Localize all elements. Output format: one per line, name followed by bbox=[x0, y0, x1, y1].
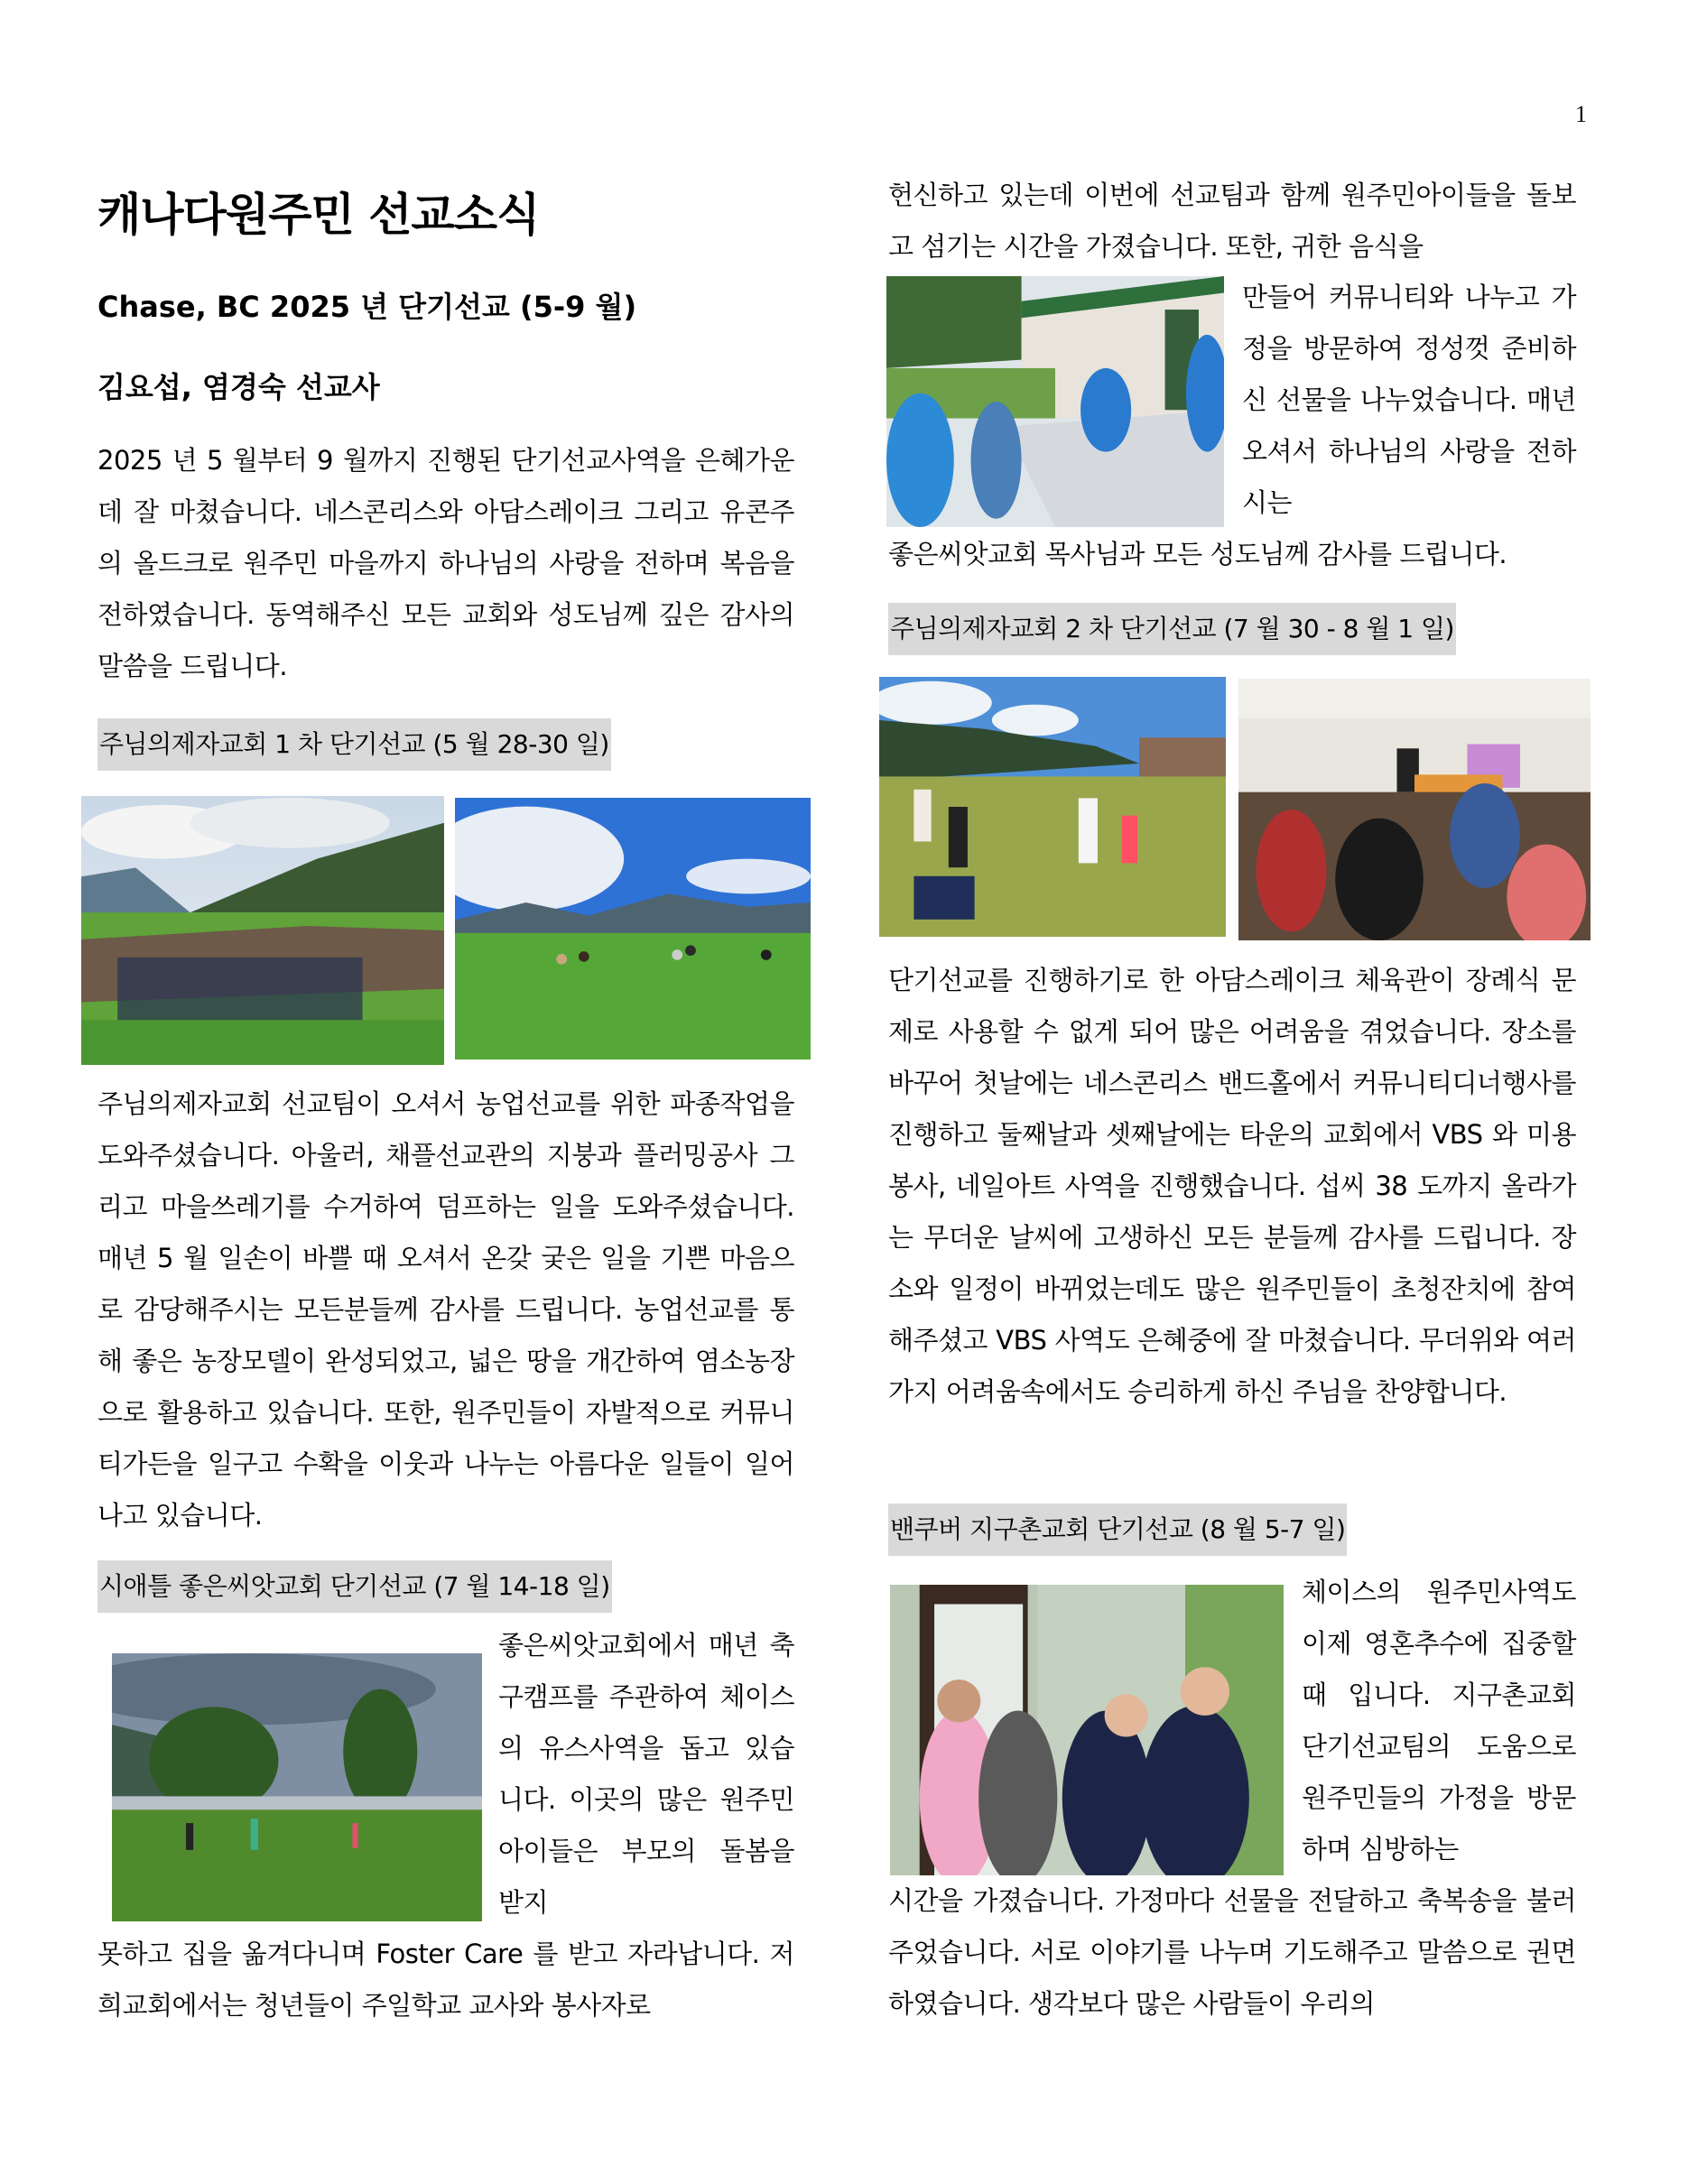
section-4-wrap-text: 체이스의 원주민사역도 이제 영혼추수에 집중할 때 입니다. 지구촌교회 단기선교팀의 도움으로 원주민들의 가정을 방문하며 심방하는 bbox=[1302, 1577, 1576, 1865]
section-2-text-after-right: 좋은씨앗교회 목사님과 모든 성도님께 감사를 드립니다. bbox=[888, 539, 1507, 569]
section-3-paragraph: 단기선교를 진행하기로 한 아담스레이크 체육관이 장례식 문제로 사용할 수 없게 되어 많은 어려움을 겪었습니다. 장소를 바꾸어 첫날에는 네스콘리스 밴드홀에서 커뮤니티디너행사를 진행하고 둘째날과 셋째날에는 타운의 교회에서 VBS 와 미용봉사, 네일아트 사역을 진행했습니다. 섭씨 38 도까지 올라가는 무더운 날씨에 고생하신 모든 분들께 감사를 드립니다. 장소와 일정이 바뀌었는데도 많은 원주민들이 초청잔치에 참여해주셨고 VBS 사역도 은혜중에 잘 마쳤습니다. 무더위와 여러가지 어려움속에서도 승리하게 하신 주님을 찬양합니다. bbox=[888, 965, 1576, 1407]
photo-food-serving bbox=[886, 276, 1224, 527]
section-heading-3: 주님의제자교회 2 차 단기선교 (7 월 30 - 8 월 1 일) bbox=[888, 603, 1456, 655]
section-2-text-top-right: 헌신하고 있는데 이번에 선교팀과 함께 원주민아이들을 돌보고 섬기는 시간을 가졌습니다. 또한, 귀한 음식을 bbox=[888, 180, 1576, 262]
page-subtitle: Chase, BC 2025 년 단기선교 (5-9 월) bbox=[97, 290, 637, 324]
page-number: 1 bbox=[1575, 101, 1587, 127]
section-2-text-after-left: 못하고 집을 옮겨다니며 Foster Care 를 받고 자라납니다. 저희교회에서는 청년들이 주일학교 교사와 봉사자로 bbox=[97, 1939, 794, 2021]
section-4-text-after: 시간을 가졌습니다. 가정마다 선물을 전달하고 축복송을 불러주었습니다. 서로 이야기를 나누며 기도해주고 말씀으로 권면하였습니다. 생각보다 많은 사람들이 우리의 bbox=[888, 1885, 1576, 2019]
section-heading-4: 밴쿠버 지구촌교회 단기선교 (8 월 5-7 일) bbox=[888, 1504, 1347, 1556]
section-2-wrap-text-right: 만들어 커뮤니티와 나누고 가정을 방문하여 정성껏 준비하신 선물을 나누었습니다. 매년 오셔서 하나님의 사랑을 전하시는 bbox=[1242, 282, 1576, 518]
intro-paragraph: 2025 년 5 월부터 9 월까지 진행된 단기선교사역을 은혜가운데 잘 마쳤습니다. 네스콘리스와 아담스레이크 그리고 유콘주의 올드크로 원주민 마을까지 하나님의 사랑을 전하며 복음을 전하였습니다. 동역해주신 모든 교회와 성도님께 깊은 감사의 말씀을 드립니다. bbox=[97, 445, 794, 681]
photo-community-dinner bbox=[1238, 679, 1591, 940]
section-1-paragraph: 주님의제자교회 선교팀이 오셔서 농업선교를 위한 파종작업을 도와주셨습니다. 아울러, 채플선교관의 지붕과 플러밍공사 그리고 마을쓰레기를 수거하여 덤프하는 일을 도와주셨습니다. 매년 5 월 일손이 바쁠 때 오셔서 온갖 궂은 일을 기쁜 마음으로 감당해주시는 모든분들께 감사를 드립니다. 농업선교를 통해 좋은 농장모델이 완성되었고, 넓은 땅을 개간하여 염소농장으로 활용하고 있습니다. 또한, 원주민들이 자발적으로 커뮤니티가든을 일구고 수확을 이웃과 나누는 아름다운 일들이 일어나고 있습니다. bbox=[97, 1088, 794, 1531]
photo-soccer-camp bbox=[112, 1653, 482, 1921]
section-heading-2: 시애틀 좋은씨앗교회 단기선교 (7 월 14-18 일) bbox=[97, 1560, 612, 1613]
section-heading-1: 주님의제자교회 1 차 단기선교 (5 월 28-30 일) bbox=[97, 718, 611, 771]
section-2-wrap-text-left: 좋은씨앗교회에서 매년 축구캠프를 주관하여 체이스의 유스사역을 돕고 있습니다. 이곳의 많은 원주민아이들은 부모의 돌봄을 받지 bbox=[498, 1630, 794, 1918]
photo-farm-team bbox=[81, 796, 444, 1065]
photo-water-games bbox=[879, 677, 1226, 937]
photo-goats-field bbox=[455, 798, 811, 1060]
page-title: 캐나다원주민 선교소식 bbox=[97, 189, 540, 241]
photo-team-at-doorway bbox=[890, 1585, 1284, 1875]
authors: 김요섭, 염경숙 선교사 bbox=[97, 370, 380, 404]
